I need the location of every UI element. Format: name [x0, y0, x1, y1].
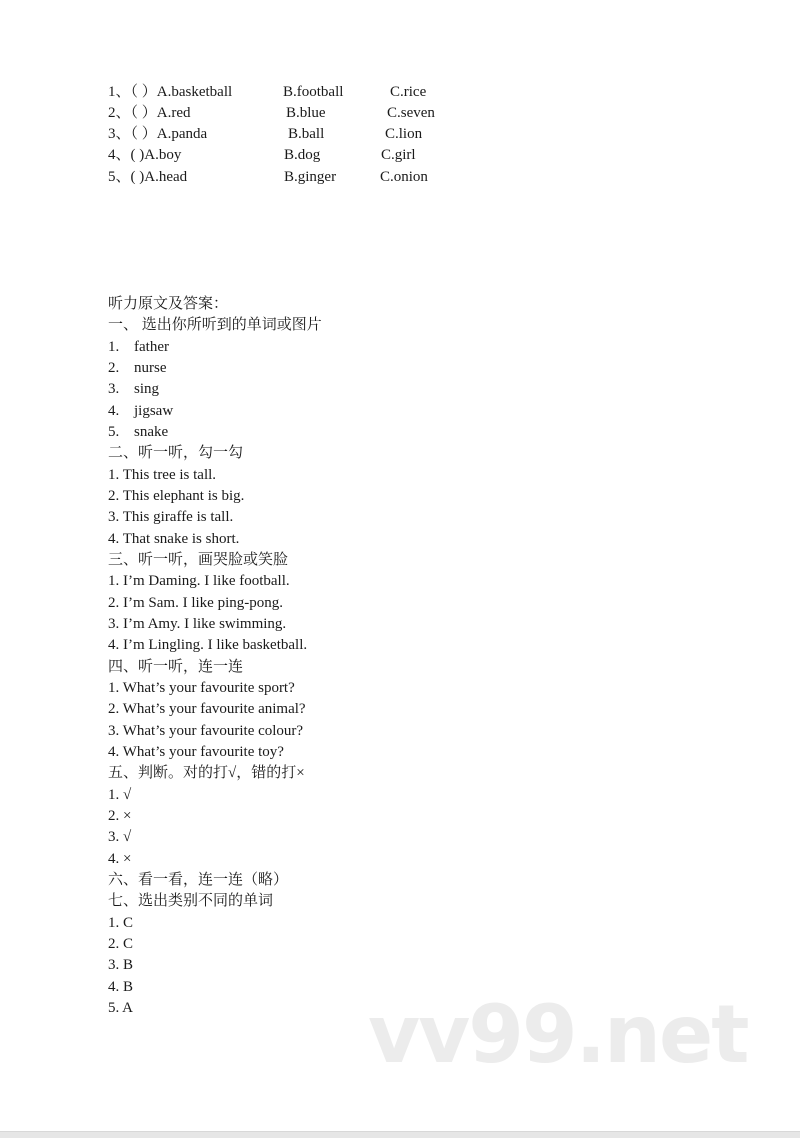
- answers-title: 听力原文及答案：: [108, 296, 229, 312]
- item-text: father: [134, 338, 169, 355]
- question-row: [0, 103, 800, 124]
- option-a-text: A.basketball: [156, 84, 233, 100]
- question-row: [0, 167, 800, 188]
- answer-line: 1. √: [108, 786, 132, 803]
- option-a-text: A.red: [156, 105, 191, 121]
- watermark: vv99.net: [368, 988, 748, 1081]
- item-number: 5.: [108, 424, 120, 440]
- option-a-text: A.boy: [144, 147, 182, 163]
- item-number: 4.: [108, 402, 120, 419]
- option-a-text: A.panda: [156, 126, 208, 142]
- question-option-b: B.blue: [286, 105, 326, 121]
- section-heading: 五、判断。对的打√，错的打×: [108, 765, 305, 782]
- question-option-c: C.rice: [390, 84, 427, 100]
- item-text: snake: [134, 424, 169, 440]
- question-option-b: B.dog: [284, 147, 321, 163]
- answer-line: 2. What’s your favourite animal?: [108, 701, 306, 718]
- item-number: 3.: [108, 381, 120, 398]
- question-option-b: B.ginger: [284, 169, 337, 185]
- question-option-c: C.onion: [380, 169, 428, 185]
- section-heading: 一、 选出你所听到的单词或图片: [108, 317, 322, 334]
- question-number: 2、（ ）: [108, 105, 157, 121]
- item-text: nurse: [134, 360, 167, 376]
- answer-line: 3. What’s your favourite colour?: [108, 722, 304, 739]
- answer-line: 1. What’s your favourite sport?: [108, 679, 295, 696]
- question-option-c: C.seven: [387, 105, 435, 121]
- answer-line: 2. C: [108, 935, 134, 952]
- answer-line: 1. I’m Daming. I like football.: [108, 573, 290, 590]
- item-number: 2.: [108, 360, 120, 376]
- question-option-a: [108, 103, 191, 124]
- answer-line: 2. This elephant is big.: [108, 488, 245, 504]
- question-option-c: C.girl: [381, 147, 416, 163]
- question-row: [0, 82, 800, 103]
- answer-line: 3. B: [108, 957, 134, 974]
- answer-line: 4. I’m Lingling. I like basketball.: [108, 637, 308, 654]
- answer-line: 4. What’s your favourite toy?: [108, 743, 284, 760]
- answer-line: 3. √: [108, 829, 132, 846]
- question-option-a: [108, 124, 207, 145]
- section-heading: 七、选出类别不同的单词: [108, 893, 274, 910]
- section-heading: 三、听一听，画哭脸或笑脸: [108, 552, 289, 568]
- answer-line: 1. This tree is tall.: [108, 466, 217, 483]
- question-number: 1、（ ）: [108, 84, 157, 100]
- section-heading: 四、听一听，连一连: [108, 658, 244, 675]
- question-number: 5、( ): [108, 169, 145, 185]
- option-a-text: A.head: [144, 169, 188, 185]
- question-option-b: B.football: [283, 84, 344, 100]
- answer-line: 3. This giraffe is tall.: [108, 509, 234, 526]
- list-item: [108, 401, 173, 422]
- question-option-a: [108, 167, 187, 188]
- list-item: [108, 358, 167, 379]
- answer-line: 1. C: [108, 914, 134, 931]
- item-number: 1.: [108, 338, 120, 355]
- answer-line: 3. I’m Amy. I like swimming.: [108, 616, 287, 632]
- list-item: [108, 379, 159, 400]
- answer-line: 2. ×: [108, 807, 132, 824]
- question-option-b: B.ball: [288, 126, 325, 142]
- list-item: [108, 337, 169, 358]
- answer-line: 4. That snake is short.: [108, 530, 240, 547]
- answer-line: 2. I’m Sam. I like ping-pong.: [108, 594, 283, 611]
- question-row: [0, 145, 800, 166]
- answer-line: 5. A: [108, 999, 134, 1016]
- question-number: 4、( ): [108, 147, 145, 163]
- item-text: sing: [134, 381, 160, 398]
- list-item: [108, 422, 168, 443]
- section-heading: 二、听一听，勾一勾: [108, 445, 244, 462]
- item-text: jigsaw: [134, 402, 174, 419]
- answer-line: 4. B: [108, 978, 134, 995]
- question-option-a: [108, 145, 181, 166]
- question-option-c: C.lion: [385, 126, 423, 142]
- answer-line: 4. ×: [108, 850, 132, 867]
- question-option-a: [108, 82, 232, 103]
- question-number: 3、（ ）: [108, 126, 157, 142]
- question-row: [0, 124, 800, 145]
- section-heading: 六、看一看，连一连（略）: [108, 871, 289, 888]
